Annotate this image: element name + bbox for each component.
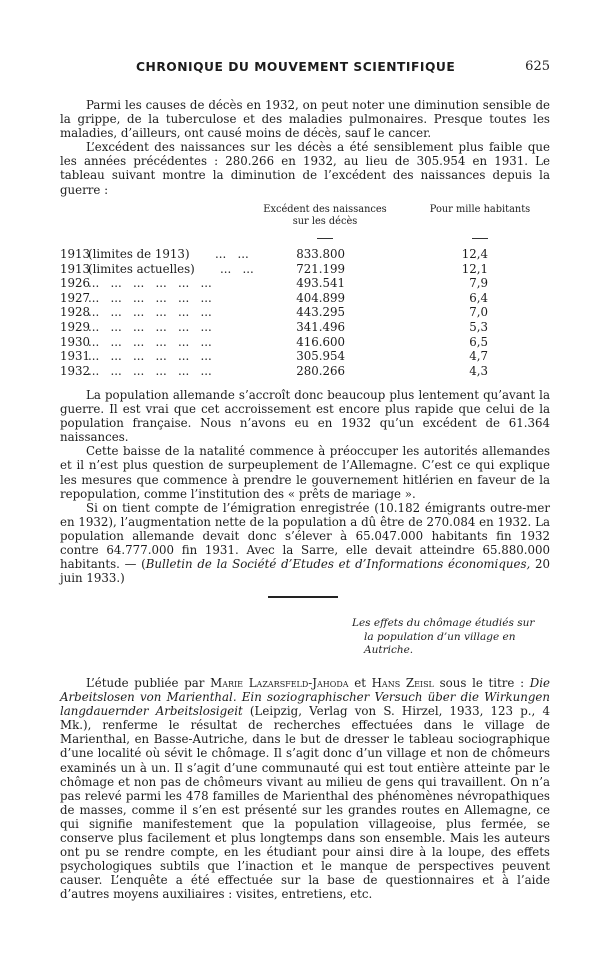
bulletin-date: 20 juin 1933.) [60,557,550,586]
row-leader-dots: ... ... ... ... ... ... [88,363,212,378]
row-per-thousand-value: 4,3 [469,363,488,378]
col-dash-per-thousand [472,238,488,239]
row-excess-value: 404.899 [296,290,345,305]
table-row [60,305,550,319]
marienthal-section [60,676,550,902]
row-year: 1930 [60,334,91,349]
row-year: 1927 [60,290,91,305]
row-per-thousand-value: 4,7 [469,349,488,364]
row-label: (limites de 1913) [88,247,190,261]
row-excess-value: 341.496 [296,320,345,334]
row-excess-value: 721.199 [296,261,345,276]
running-head: CHRONIQUE DU MOUVEMENT SCIENTIFIQUE [136,60,456,74]
intro-paragraphs [60,98,550,197]
row-leader-dots: ... ... ... ... ... ... [88,320,212,334]
paragraph-emigration [60,501,550,586]
population-paragraphs [60,388,550,585]
marienthal-title-lead: sous le titre : [433,676,530,690]
page-number: 625 [525,59,550,74]
row-per-thousand-value: 6,5 [469,334,488,349]
row-excess-value: 833.800 [296,247,345,261]
table-row [60,335,550,349]
bulletin-source: Bulletin de la Société d’Etudes et d’Informations économiques, [145,557,531,572]
row-leader-dots: ... ... ... ... ... ... [88,334,212,349]
row-per-thousand-value: 6,4 [469,290,488,305]
marienthal-intro: L’étude publiée par [86,676,211,690]
emigration-text: Si on tient compte de l’émigration enregistrée (10.182 émigrants outre-mer en 1932), l’augmentation nette de la population a dû être de 270.084 en 1932. La population allemande devait donc s’élever à 65.047.000 habitants fin 1932 contre 64.777.000 fin 1931. Avec la Sarre, elle devait atteindre 65.880.000 habitants. — ( [60,500,550,572]
paragraph-causes-deces: Parmi les causes de décès en 1932, on peut noter une diminution sensible de la grippe, de la tuberculose et des maladies pulmonaires. Presque toutes les maladies, d’ailleurs, ont causé moins de décès, sauf le cancer. [60,98,550,141]
row-year: 1931 [60,349,91,364]
row-per-thousand-value: 5,3 [469,320,488,334]
row-per-thousand-value: 7,0 [469,305,488,320]
paragraph-excedent: L’excédent des naissances sur les décès a été sensiblement plus faible que les années précédentes : 280.266 en 1932, au lieu de 305.954 en 1931. Le tableau suivant montre la diminution de l’excédent des naissances depuis la guerre : [60,140,550,197]
row-leader-dots: ... ... ... ... ... ... [88,349,212,364]
paragraph-marienthal [60,676,550,902]
book-title: Die Arbeitslosen von Marienthal. Ein soziographischer Versuch über die Wirkungen langdauernder Arbeitslosigeit [60,676,550,719]
col-header-per-thousand: Pour mille habitants [429,204,531,215]
section-heading-line1: Les effets du chômage étudiés sur [352,617,535,629]
row-leader-dots: ... ... [220,261,254,276]
paragraph-accroissement: La population allemande s’accroît donc beaucoup plus lentement qu’avant la guerre. Il est vrai que cet accroissement est encore plus rapide que celui de la population française. Nous n’avons eu en 1932 qu’un excédent de 61.364 naissances. [60,388,550,445]
row-year: 1932 [60,363,91,378]
table-row [60,349,550,363]
row-leader-dots: ... ... [215,247,249,261]
table-row [60,262,550,276]
table-row [60,364,550,378]
row-excess-value: 443.295 [296,305,345,320]
table-row [60,291,550,305]
col-header-excess-line1: Excédent des naissances [263,204,387,215]
col-header-excess-line2: sur les décès [292,216,358,227]
row-excess-value: 493.541 [296,276,345,291]
col-header-excess [250,204,400,228]
row-year: 1929 [60,320,91,334]
row-year: 1913 [60,247,91,261]
marienthal-body: (Leipzig, Verlag von S. Hirzel, 1933, 123 p., 4 Mk.), renferme le résultat de recherches effectuées dans le village de Marienthal, en Basse-Autriche, dans le but de dresser le tableau sociographique d’une localité où sévit le chômage. Il s’agit donc d’un village et non de chômeurs examinés un à un. Il s’agit d’une communauté qui est tout entière atteinte par le chômage et non pas de chômeurs vivant au milieu de gens qui travaillent. On n’a pas relevé parmi les 478 familles de Marienthal des phénomènes névropathiques de masses, comme il s’en est présenté sur les grandes routes en Allemagne, ce qui signifie manifestement que la population villageoise, plus fermée, se conserve plus facilement et plus longtemps dans son ensemble. Mais les auteurs ont pu se rendre compte, en les étudiant pour ainsi dire à la loupe, des effets psychologiques subtils que l’inaction et le manque de perspectives peuvent causer. L’enquête a été effectuée sur la base de questionnaires et à l’aide d’autres moyens auxiliaires : visites, entretiens, etc. [60,704,550,902]
row-per-thousand-value: 12,4 [461,247,488,261]
page-header [60,60,550,80]
table-row [60,276,550,290]
col-dash-excess [317,238,333,239]
row-leader-dots: ... ... ... ... ... ... [88,290,212,305]
author-lazarsfeld: Marie Lazarsfeld-Jahoda [210,676,349,690]
row-year: 1926 [60,276,91,291]
author-conjunction: et [348,676,372,690]
row-excess-value: 305.954 [296,349,345,364]
row-leader-dots: ... ... ... ... ... ... [88,305,212,320]
table-row [60,247,550,261]
row-per-thousand-value: 7,9 [469,276,488,291]
section-divider [268,596,338,598]
row-year: 1928 [60,305,91,320]
row-excess-value: 280.266 [296,363,345,378]
section-heading-line2: la population d’un village en [364,630,516,643]
row-per-thousand-value: 12,1 [461,261,488,276]
section-heading-line3: Autriche. [364,644,414,657]
row-year: 1913 [60,261,91,276]
row-leader-dots: ... ... ... ... ... ... [88,276,212,291]
paragraph-natalite: Cette baisse de la natalité commence à préoccuper les autorités allemandes et il n’est plus question de surpeuplement de l’Allemagne. C’est ce qui explique les mesures que commence à prendre le gouvernement hitlérien en faveur de la repopulation, comme l’institution des « prêts de mariage ». [60,444,550,501]
row-excess-value: 416.600 [296,334,345,349]
section-heading [352,617,552,658]
table-row [60,320,550,334]
author-zeisl: Hans Zeisl [371,676,434,690]
row-label: (limites actuelles) [88,261,195,276]
